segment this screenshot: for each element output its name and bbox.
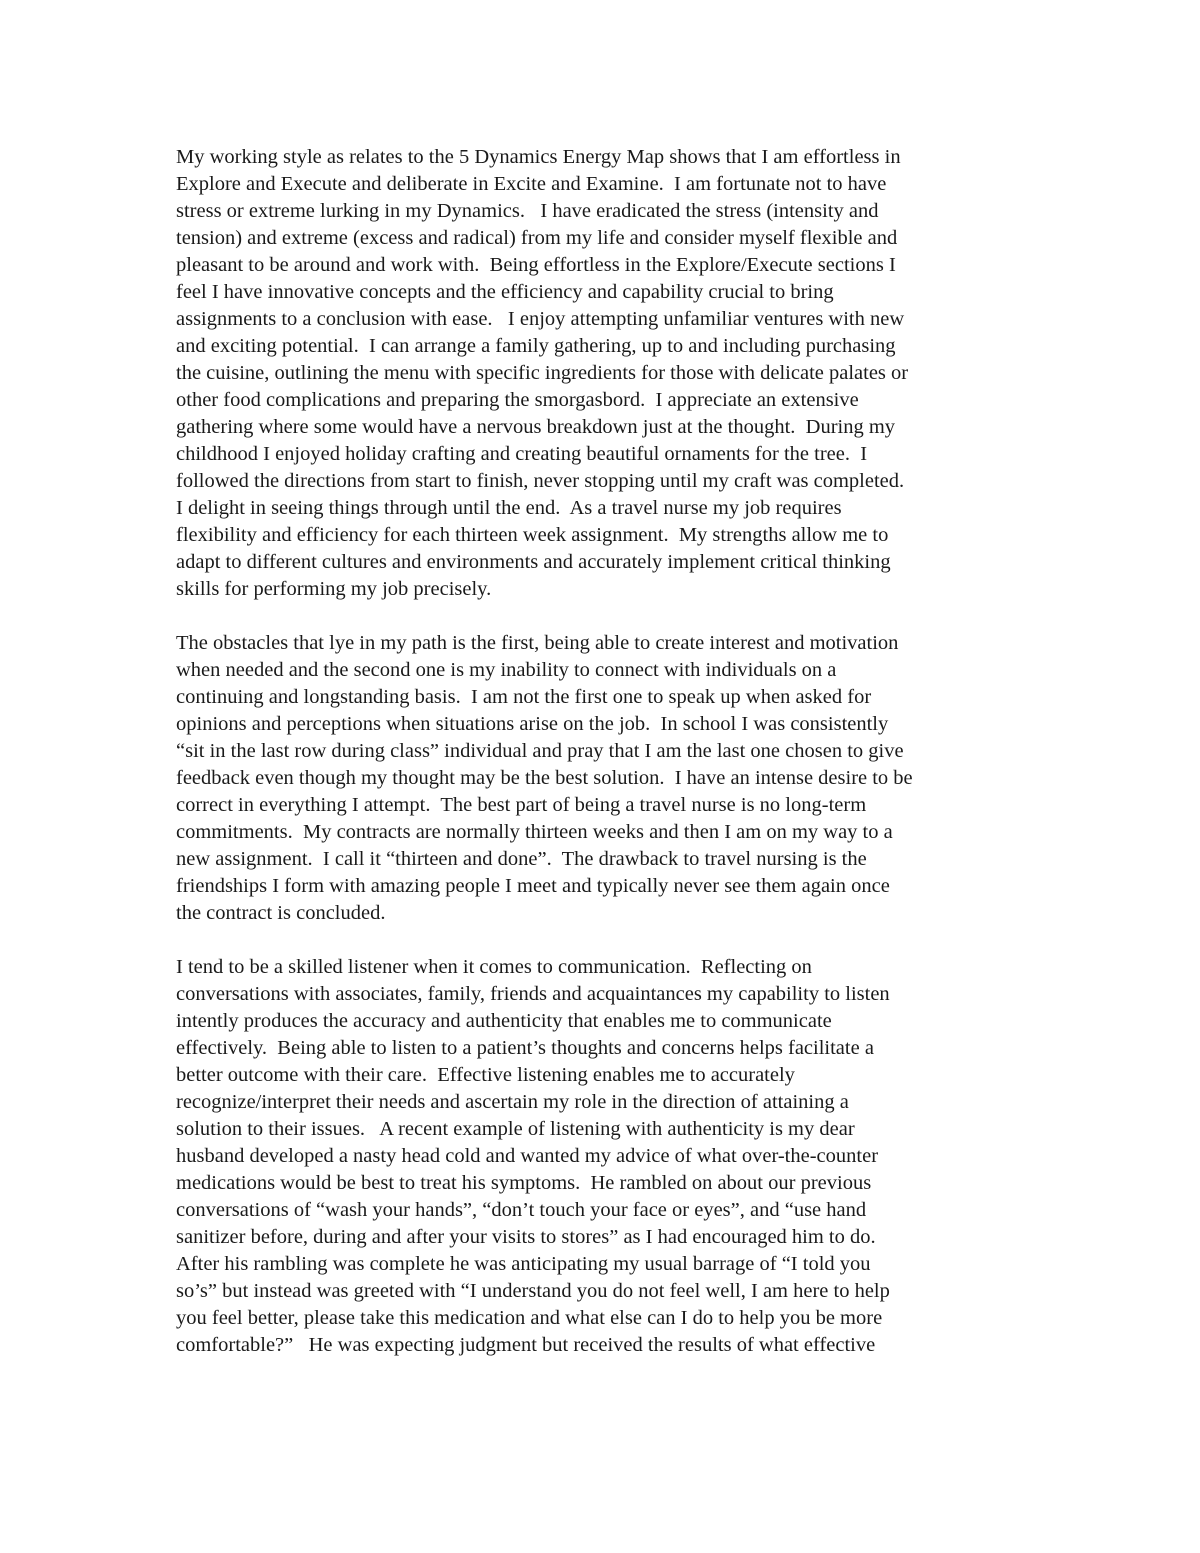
- text-line: tension) and extreme (excess and radical) from my life and consider myself flexible and: [176, 227, 898, 249]
- text-line: when needed and the second one is my inability to connect with individuals on a: [176, 659, 837, 681]
- text-line: assignments to a conclusion with ease. I enjoy attempting unfamiliar ventures with new: [176, 308, 905, 330]
- text-line: intently produces the accuracy and authenticity that enables me to communicate: [176, 1010, 832, 1032]
- text-line: gathering where some would have a nervous breakdown just at the thought. During my: [176, 416, 896, 438]
- text-line: you feel better, please take this medication and what else can I do to help you be more: [176, 1307, 883, 1329]
- text-line: opinions and perceptions when situations arise on the job. In school I was consistently: [176, 713, 889, 735]
- text-line: medications would be best to treat his symptoms. He rambled on about our previous: [176, 1172, 872, 1194]
- text-line: adapt to different cultures and environments and accurately implement critical thinking: [176, 551, 891, 573]
- text-line: Explore and Execute and deliberate in Excite and Examine. I am fortunate not to have: [176, 173, 887, 195]
- text-line: other food complications and preparing the smorgasbord. I appreciate an extensive: [176, 389, 859, 411]
- text-line: childhood I enjoyed holiday crafting and creating beautiful ornaments for the tree. I: [176, 443, 868, 465]
- text-line: My working style as relates to the 5 Dynamics Energy Map shows that I am effortless in: [176, 146, 901, 168]
- text-line: I tend to be a skilled listener when it comes to communication. Reflecting on: [176, 956, 812, 978]
- text-line: “sit in the last row during class” individual and pray that I am the last one chosen to give: [176, 740, 904, 762]
- paragraph-obstacles: [176, 630, 1056, 927]
- text-line: followed the directions from start to finish, never stopping until my craft was completed.: [176, 470, 905, 492]
- text-line: effectively. Being able to listen to a patient’s thoughts and concerns helps facilitate a: [176, 1037, 874, 1059]
- text-line: recognize/interpret their needs and ascertain my role in the direction of attaining a: [176, 1091, 849, 1113]
- text-line: the cuisine, outlining the menu with specific ingredients for those with delicate palates or: [176, 362, 909, 384]
- text-line: sanitizer before, during and after your visits to stores” as I had encouraged him to do.: [176, 1226, 876, 1248]
- text-line: so’s” but instead was greeted with “I understand you do not feel well, I am here to help: [176, 1280, 890, 1302]
- text-line: the contract is concluded.: [176, 902, 386, 924]
- text-line: better outcome with their care. Effective listening enables me to accurately: [176, 1064, 795, 1086]
- text-line: friendships I form with amazing people I meet and typically never see them again once: [176, 875, 890, 897]
- text-line: comfortable?” He was expecting judgment but received the results of what effective: [176, 1334, 876, 1356]
- text-line: feel I have innovative concepts and the efficiency and capability crucial to bring: [176, 281, 834, 303]
- text-line: The obstacles that lye in my path is the first, being able to create interest and motivation: [176, 632, 899, 654]
- text-line: I delight in seeing things through until the end. As a travel nurse my job requires: [176, 497, 842, 519]
- paragraph-working-style: [176, 144, 1056, 603]
- text-line: commitments. My contracts are normally thirteen weeks and then I am on my way to a: [176, 821, 893, 843]
- text-line: flexibility and efficiency for each thirteen week assignment. My strengths allow me to: [176, 524, 889, 546]
- paragraph-listening: [176, 954, 1056, 1359]
- text-line: pleasant to be around and work with. Being effortless in the Explore/Execute sections I: [176, 254, 896, 276]
- text-line: solution to their issues. A recent example of listening with authenticity is my dear: [176, 1118, 855, 1140]
- text-line: and exciting potential. I can arrange a family gathering, up to and including purchasing: [176, 335, 896, 357]
- text-line: conversations with associates, family, friends and acquaintances my capability to listen: [176, 983, 890, 1005]
- text-line: feedback even though my thought may be the best solution. I have an intense desire to be: [176, 767, 913, 789]
- text-line: After his rambling was complete he was anticipating my usual barrage of “I told you: [176, 1253, 871, 1275]
- text-line: stress or extreme lurking in my Dynamics. I have eradicated the stress (intensity and: [176, 200, 879, 222]
- text-line: correct in everything I attempt. The best part of being a travel nurse is no long-term: [176, 794, 867, 816]
- text-line: conversations of “wash your hands”, “don’t touch your face or eyes”, and “use hand: [176, 1199, 867, 1221]
- text-line: husband developed a nasty head cold and wanted my advice of what over-the-counter: [176, 1145, 879, 1167]
- text-line: new assignment. I call it “thirteen and done”. The drawback to travel nursing is the: [176, 848, 867, 870]
- text-line: continuing and longstanding basis. I am not the first one to speak up when asked for: [176, 686, 872, 708]
- text-line: skills for performing my job precisely.: [176, 578, 492, 600]
